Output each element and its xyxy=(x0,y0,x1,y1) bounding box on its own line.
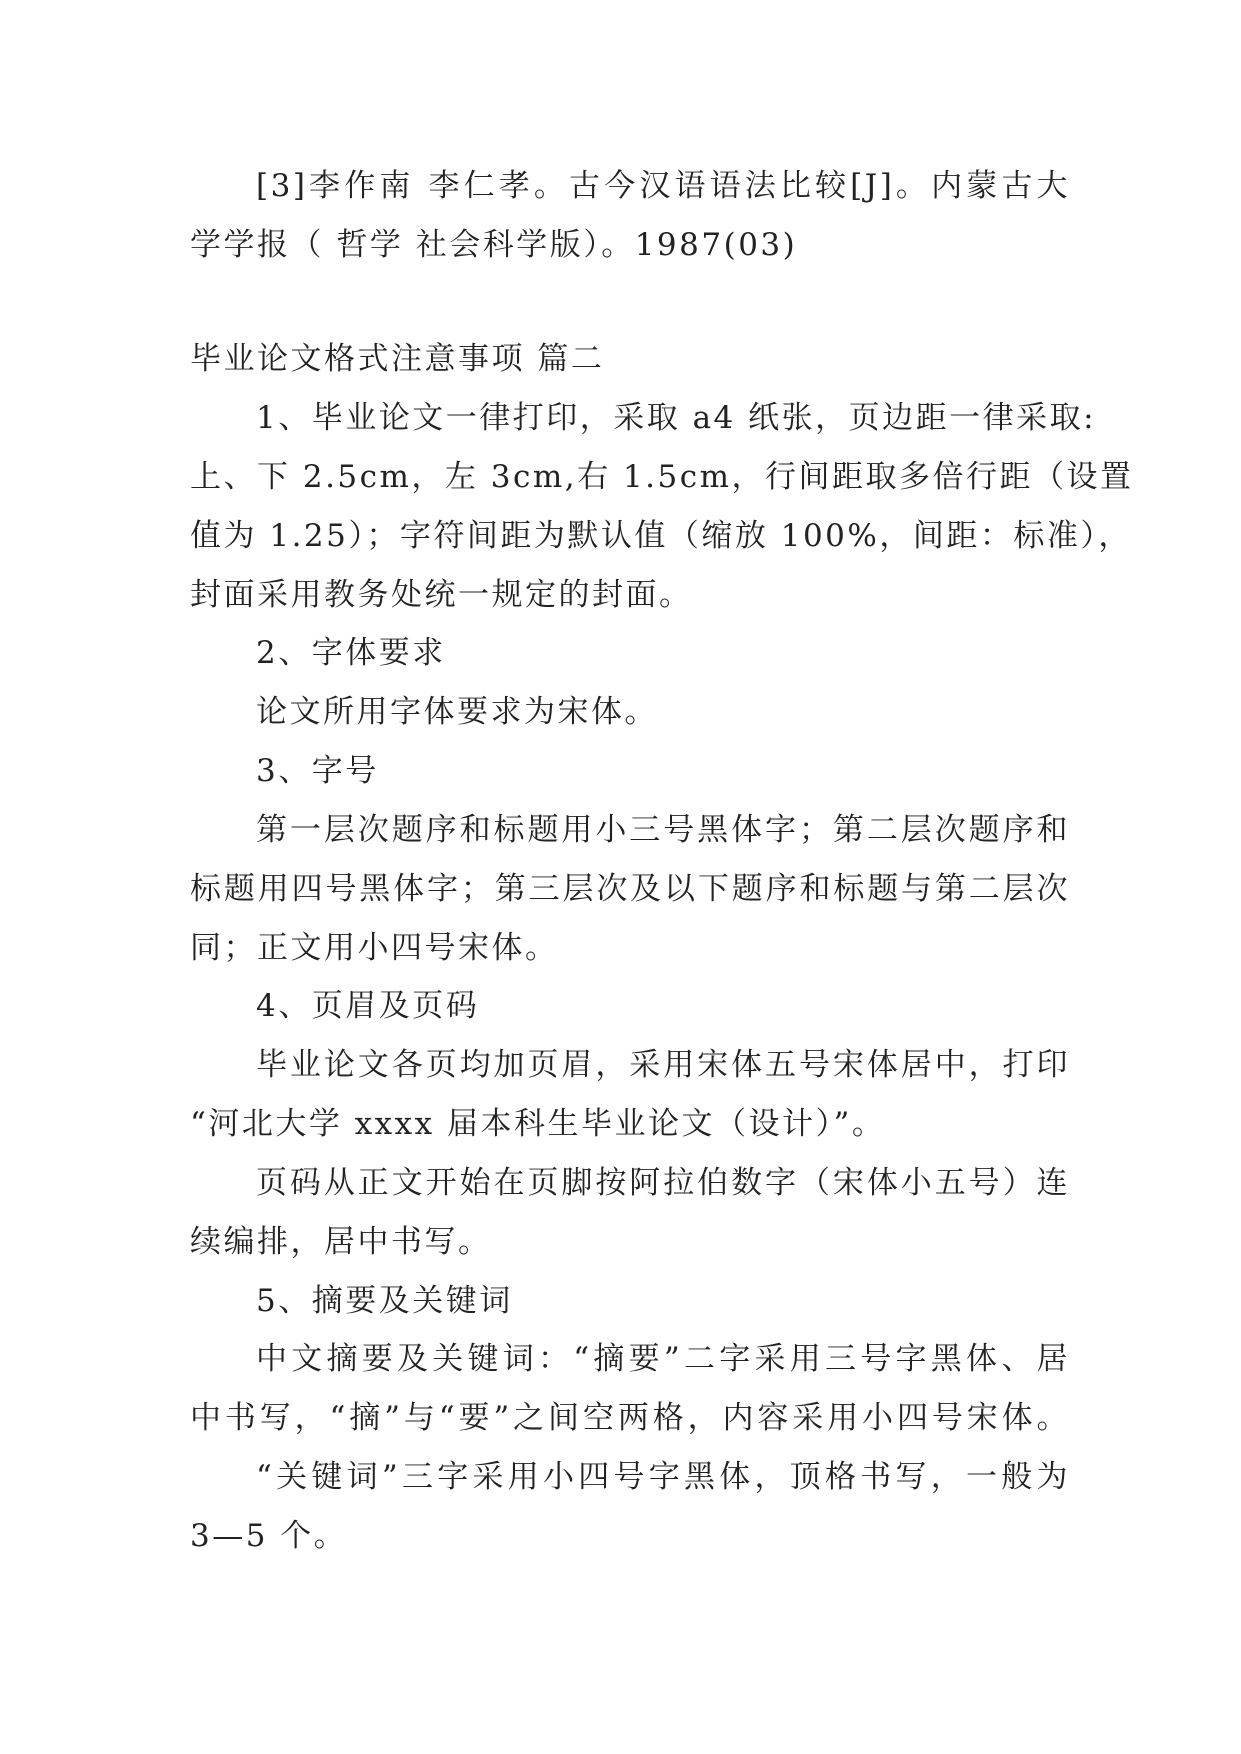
body-line-4: 封面采用教务处统一规定的封面。 xyxy=(190,577,693,613)
body-line-14: 页码从正文开始在页脚按阿拉伯数字（宋体小五号）连 xyxy=(256,1165,1070,1201)
reference-line-1: [3]李作南 李仁孝。古今汉语语法比较[J]。内蒙古大 xyxy=(256,168,1070,204)
subheading-size: 3、字号 xyxy=(256,753,379,789)
section-heading: 毕业论文格式注意事项 篇二 xyxy=(190,341,605,377)
body-line-13: “河北大学 xxxx 届本科生毕业论文（设计）”。 xyxy=(190,1106,886,1142)
body-line-20: 3—5 个。 xyxy=(190,1518,348,1554)
body-line-10: 同；正文用小四号宋体。 xyxy=(190,930,559,966)
reference-line-2: 学学报（ 哲学 社会科学版）。1987(03) xyxy=(190,227,798,263)
body-line-8: 第一层次题序和标题用小三号黑体字；第二层次题序和 xyxy=(256,812,1070,848)
body-line-3: 值为 1.25）；字符间距为默认值（缩放 100%，间距：标准）， xyxy=(190,518,1132,554)
body-line-18: 中书写，“摘”与“要”之间空两格，内容采用小四号宋体。 xyxy=(190,1400,1070,1436)
body-line-15: 续编排，居中书写。 xyxy=(190,1224,492,1260)
subheading-header: 4、页眉及页码 xyxy=(256,988,480,1024)
body-line-17: 中文摘要及关键词：“摘要”二字采用三号字黑体、居 xyxy=(256,1341,1070,1377)
subheading-font: 2、字体要求 xyxy=(256,635,446,671)
body-line-12: 毕业论文各页均加页眉，采用宋体五号宋体居中，打印 xyxy=(256,1047,1070,1083)
body-line-1: 1、毕业论文一律打印，采取 a4 纸张，页边距一律采取: xyxy=(256,400,1097,436)
body-line-2: 上、下 2.5cm，左 3cm,右 1.5cm，行间距取多倍行距（设置 xyxy=(190,459,1134,495)
body-line-9: 标题用四号黑体字；第三层次及以下题序和标题与第二层次 xyxy=(190,871,1070,907)
body-line-19: “关键词”三字采用小四号字黑体，顶格书写，一般为 xyxy=(256,1459,1070,1495)
body-line-6: 论文所用字体要求为宋体。 xyxy=(256,694,658,730)
subheading-abstract: 5、摘要及关键词 xyxy=(256,1283,513,1319)
